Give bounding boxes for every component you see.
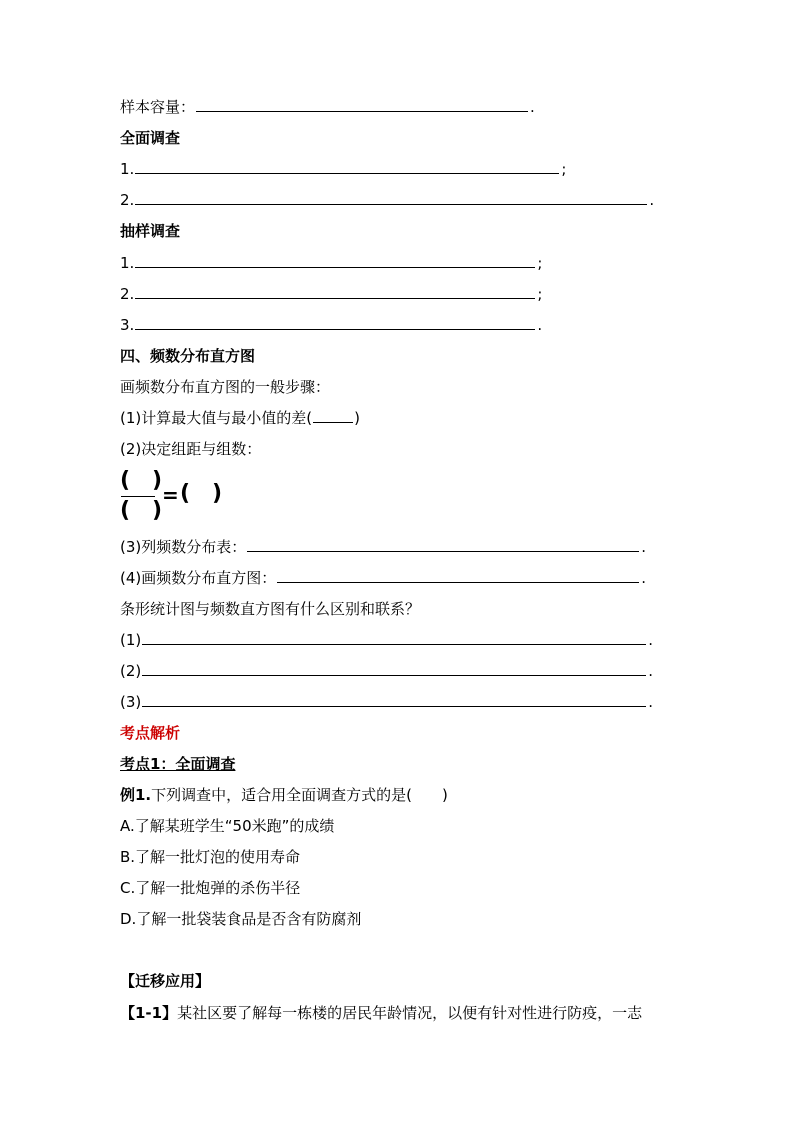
line-end: .: [648, 631, 654, 649]
full-survey-item-1: [120, 158, 566, 180]
example-label: 例1.: [120, 786, 152, 804]
item-number: 2.: [120, 191, 135, 209]
question-label: 【1-1】: [120, 1004, 178, 1022]
item-number: (3): [120, 693, 142, 711]
item-number: 1.: [120, 160, 135, 178]
answer-blank[interactable]: [142, 660, 646, 676]
answer-blank[interactable]: [142, 691, 646, 707]
answer-blank[interactable]: [142, 629, 646, 645]
option-c: C.了解一批炮弹的杀伤半径: [120, 879, 301, 897]
answer-blank[interactable]: [135, 252, 535, 268]
example-text: 下列调查中，适合用全面调查方式的是( ): [151, 786, 448, 804]
full-survey-heading: 全面调查: [120, 129, 181, 147]
comparison-question: 条形统计图与频数直方图有什么区别和联系？: [120, 600, 421, 618]
comparison-answer-1: [120, 629, 653, 651]
sampling-item-1: [120, 252, 542, 274]
option-d: D.了解一批袋装食品是否含有防腐剂: [120, 910, 362, 928]
answer-blank[interactable]: [135, 314, 535, 330]
line-end: .: [537, 316, 543, 334]
item-number: (2): [120, 662, 142, 680]
answer-blank[interactable]: [135, 158, 559, 174]
answer-blank[interactable]: [196, 96, 528, 112]
line-end: ;: [537, 254, 543, 272]
sampling-item-3: [120, 314, 542, 336]
answer-blank[interactable]: [313, 407, 353, 423]
step-4: [120, 567, 646, 589]
fraction-result: ( ): [180, 481, 223, 506]
line-end: .: [641, 569, 647, 587]
option-b: B.了解一批灯泡的使用寿命: [120, 848, 301, 866]
step-3: [120, 536, 646, 558]
sample-size-label: 样本容量：: [120, 98, 196, 116]
sample-size-line: [120, 96, 535, 118]
kaodian-1-heading: 考点1：全面调查: [120, 755, 236, 773]
line-end: ;: [537, 285, 543, 303]
step-1-close: ): [354, 409, 360, 427]
full-survey-item-2: [120, 189, 654, 211]
step-1-text: (1)计算最大值与最小值的差(: [120, 409, 313, 427]
question-text: 某社区要了解每一栋楼的居民年龄情况，以便有针对性进行防疫，一志: [177, 1004, 643, 1022]
line-end: .: [648, 662, 654, 680]
answer-blank[interactable]: [135, 283, 535, 299]
item-number: 2.: [120, 285, 135, 303]
answer-blank[interactable]: [277, 567, 639, 583]
step-3-text: (3)列频数分布表：: [120, 538, 247, 556]
equals-sign: =: [162, 483, 179, 507]
step-1: [120, 407, 360, 429]
question-1-1: [120, 1002, 642, 1024]
comparison-answer-2: [120, 660, 653, 682]
line-end: .: [648, 693, 654, 711]
line-end: ;: [561, 160, 567, 178]
steps-intro: 画频数分布直方图的一般步骤：: [120, 378, 331, 396]
step-4-text: (4)画频数分布直方图：: [120, 569, 277, 587]
line-end: .: [530, 98, 535, 116]
step-2: (2)决定组距与组数：: [120, 440, 262, 458]
item-number: (1): [120, 631, 142, 649]
fraction-numerator: ( ): [120, 468, 163, 493]
fraction-denominator: ( ): [120, 498, 163, 523]
kaodian-heading: 考点解析: [120, 724, 181, 742]
example-1: [120, 784, 448, 806]
answer-blank[interactable]: [247, 536, 639, 552]
sampling-heading: 抽样调查: [120, 222, 181, 240]
line-end: .: [649, 191, 655, 209]
item-number: 3.: [120, 316, 135, 334]
line-end: .: [641, 538, 647, 556]
transfer-heading: 【迁移应用】: [120, 972, 211, 990]
item-number: 1.: [120, 254, 135, 272]
section4-heading: 四、频数分布直方图: [120, 347, 256, 365]
fraction-bar: [121, 496, 155, 497]
option-a: A.了解某班学生“50米跑”的成绩: [120, 817, 335, 835]
sampling-item-2: [120, 283, 542, 305]
answer-blank[interactable]: [135, 189, 647, 205]
comparison-answer-3: [120, 691, 653, 713]
